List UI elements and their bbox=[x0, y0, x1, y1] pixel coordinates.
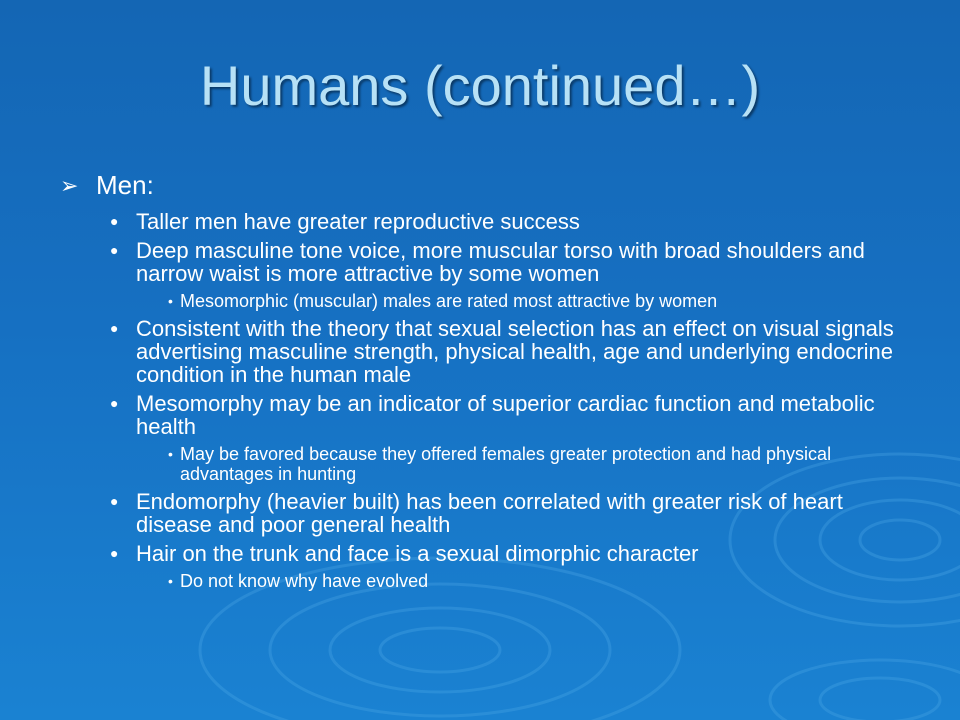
bullet-text: Deep masculine tone voice, more muscular torso with broad shoulders and narrow waist is more attractive by some women bbox=[136, 238, 865, 286]
bullet-item bbox=[60, 542, 910, 565]
slide-content bbox=[60, 170, 910, 591]
bullet-text: Endomorphy (heavier built) has been correlated with greater risk of heart disease and poor general health bbox=[136, 489, 843, 537]
arrow-bullet-icon: ➢ bbox=[60, 173, 79, 198]
bullet-text: Taller men have greater reproductive success bbox=[136, 209, 580, 234]
bullet-item bbox=[60, 210, 910, 233]
bullet-item bbox=[60, 490, 910, 536]
sub-bullet-item bbox=[60, 291, 910, 311]
dot-bullet-icon: ● bbox=[110, 395, 119, 411]
bullet-text: Mesomorphy may be an indicator of superior cardiac function and metabolic health bbox=[136, 391, 875, 439]
dot-bullet-icon: ● bbox=[110, 213, 119, 229]
dot-bullet-icon: ● bbox=[110, 320, 119, 336]
dot-bullet-icon: ● bbox=[110, 493, 119, 509]
slide-title: Humans (continued…) bbox=[199, 54, 761, 117]
sub-bullet-item bbox=[60, 571, 910, 591]
dot-bullet-icon: ● bbox=[110, 242, 119, 258]
bullet-item bbox=[60, 392, 910, 438]
dot-bullet-icon: ● bbox=[110, 545, 119, 561]
sub-bullet-text: Do not know why have evolved bbox=[180, 571, 429, 591]
bullet-text: Hair on the trunk and face is a sexual dimorphic character bbox=[136, 541, 699, 566]
small-dot-bullet-icon: • bbox=[168, 446, 173, 462]
small-dot-bullet-icon: • bbox=[168, 293, 173, 309]
sub-bullet-text: Mesomorphic (muscular) males are rated most attractive by women bbox=[180, 291, 718, 311]
small-dot-bullet-icon: • bbox=[168, 573, 173, 589]
sub-bullet-text: May be favored because they offered females greater protection and had physical advantages in hunting bbox=[180, 444, 832, 484]
bullet-item bbox=[60, 317, 910, 386]
sub-bullet-item bbox=[60, 444, 910, 484]
bullet-heading bbox=[60, 170, 910, 200]
bullet-text: Consistent with the theory that sexual selection has an effect on visual signals advertising masculine strength, physical health, age and underlying endocrine condition in the human male bbox=[136, 316, 894, 387]
bullet-item bbox=[60, 239, 910, 285]
bullet-heading-text: Men: bbox=[96, 170, 154, 200]
